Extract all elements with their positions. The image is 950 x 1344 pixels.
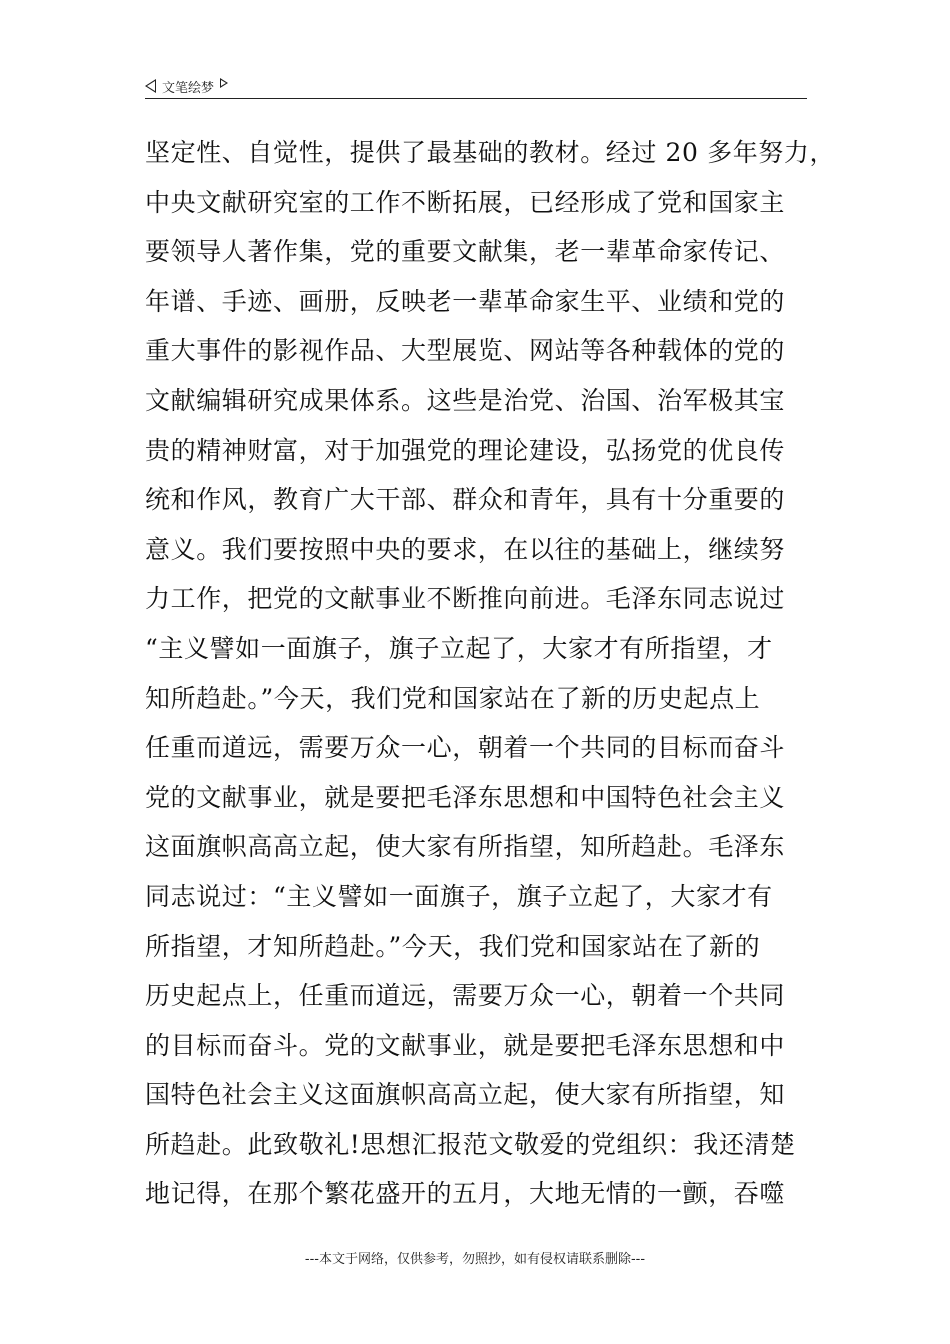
text-line: 历史起点上，任重而道远，需要万众一心，朝着一个共同 <box>145 981 786 1011</box>
text-line: 的目标而奋斗。党的文献事业，就是要把毛泽东思想和中 <box>145 1030 786 1060</box>
text-line: 国特色社会主义这面旗帜高高立起，使大家有所指望，知 <box>145 1080 786 1110</box>
text-line: 任重而道远，需要万众一心，朝着一个共同的目标而奋斗 <box>145 733 786 763</box>
text-line: “主义譬如一面旗子，旗子立起了，大家才有所指望，才 <box>145 633 773 663</box>
text-line: 所趋赴。此致敬礼!思想汇报范文敬爱的党组织：我还清楚 <box>145 1129 796 1159</box>
text-line: 坚定性、自觉性，提供了最基础的教材。经过 20 多年努力， <box>145 138 836 167</box>
text-line: 中央文献研究室的工作不断拓展，已经形成了党和国家主 <box>145 187 786 217</box>
text-line: 同志说过：“主义譬如一面旗子，旗子立起了，大家才有 <box>145 881 773 911</box>
text-line: 重大事件的影视作品、大型展览、网站等各种载体的党的 <box>145 336 786 366</box>
triangle-left-icon <box>145 79 156 93</box>
text-line: 所指望，才知所趋赴。”今天，我们党和国家站在了新的 <box>145 931 761 961</box>
text-line: 统和作风，教育广大干部、群众和青年，具有十分重要的 <box>145 485 786 515</box>
text-line: 贵的精神财富，对于加强党的理论建设，弘扬党的优良传 <box>145 435 786 465</box>
header-title: 文笔绘梦 <box>162 80 215 96</box>
text-line: 这面旗帜高高立起，使大家有所指望，知所趋赴。毛泽东 <box>145 832 786 862</box>
triangle-right-icon <box>220 78 228 88</box>
text-line: 地记得，在那个繁花盛开的五月，大地无情的一颤，吞噬 <box>145 1179 786 1209</box>
text-line: 力工作，把党的文献事业不断推向前进。毛泽东同志说过 <box>145 584 786 614</box>
page-header <box>145 74 807 99</box>
text-line: 意义。我们要按照中央的要求，在以往的基础上，继续努 <box>145 534 786 564</box>
text-line: 党的文献事业，就是要把毛泽东思想和中国特色社会主义 <box>145 782 786 812</box>
text-line: 要领导人著作集，党的重要文献集，老一辈革命家传记、 <box>145 237 786 267</box>
page-footer: ---本文于网络，仅供参考，勿照抄，如有侵权请联系删除--- <box>304 1252 646 1267</box>
text-line: 年谱、手迹、画册，反映老一辈革命家生平、业绩和党的 <box>145 286 786 316</box>
body-text <box>145 128 836 1219</box>
text-line: 知所趋赴。”今天，我们党和国家站在了新的历史起点上 <box>145 683 761 713</box>
text-line: 文献编辑研究成果体系。这些是治党、治国、治军极其宝 <box>145 385 786 415</box>
